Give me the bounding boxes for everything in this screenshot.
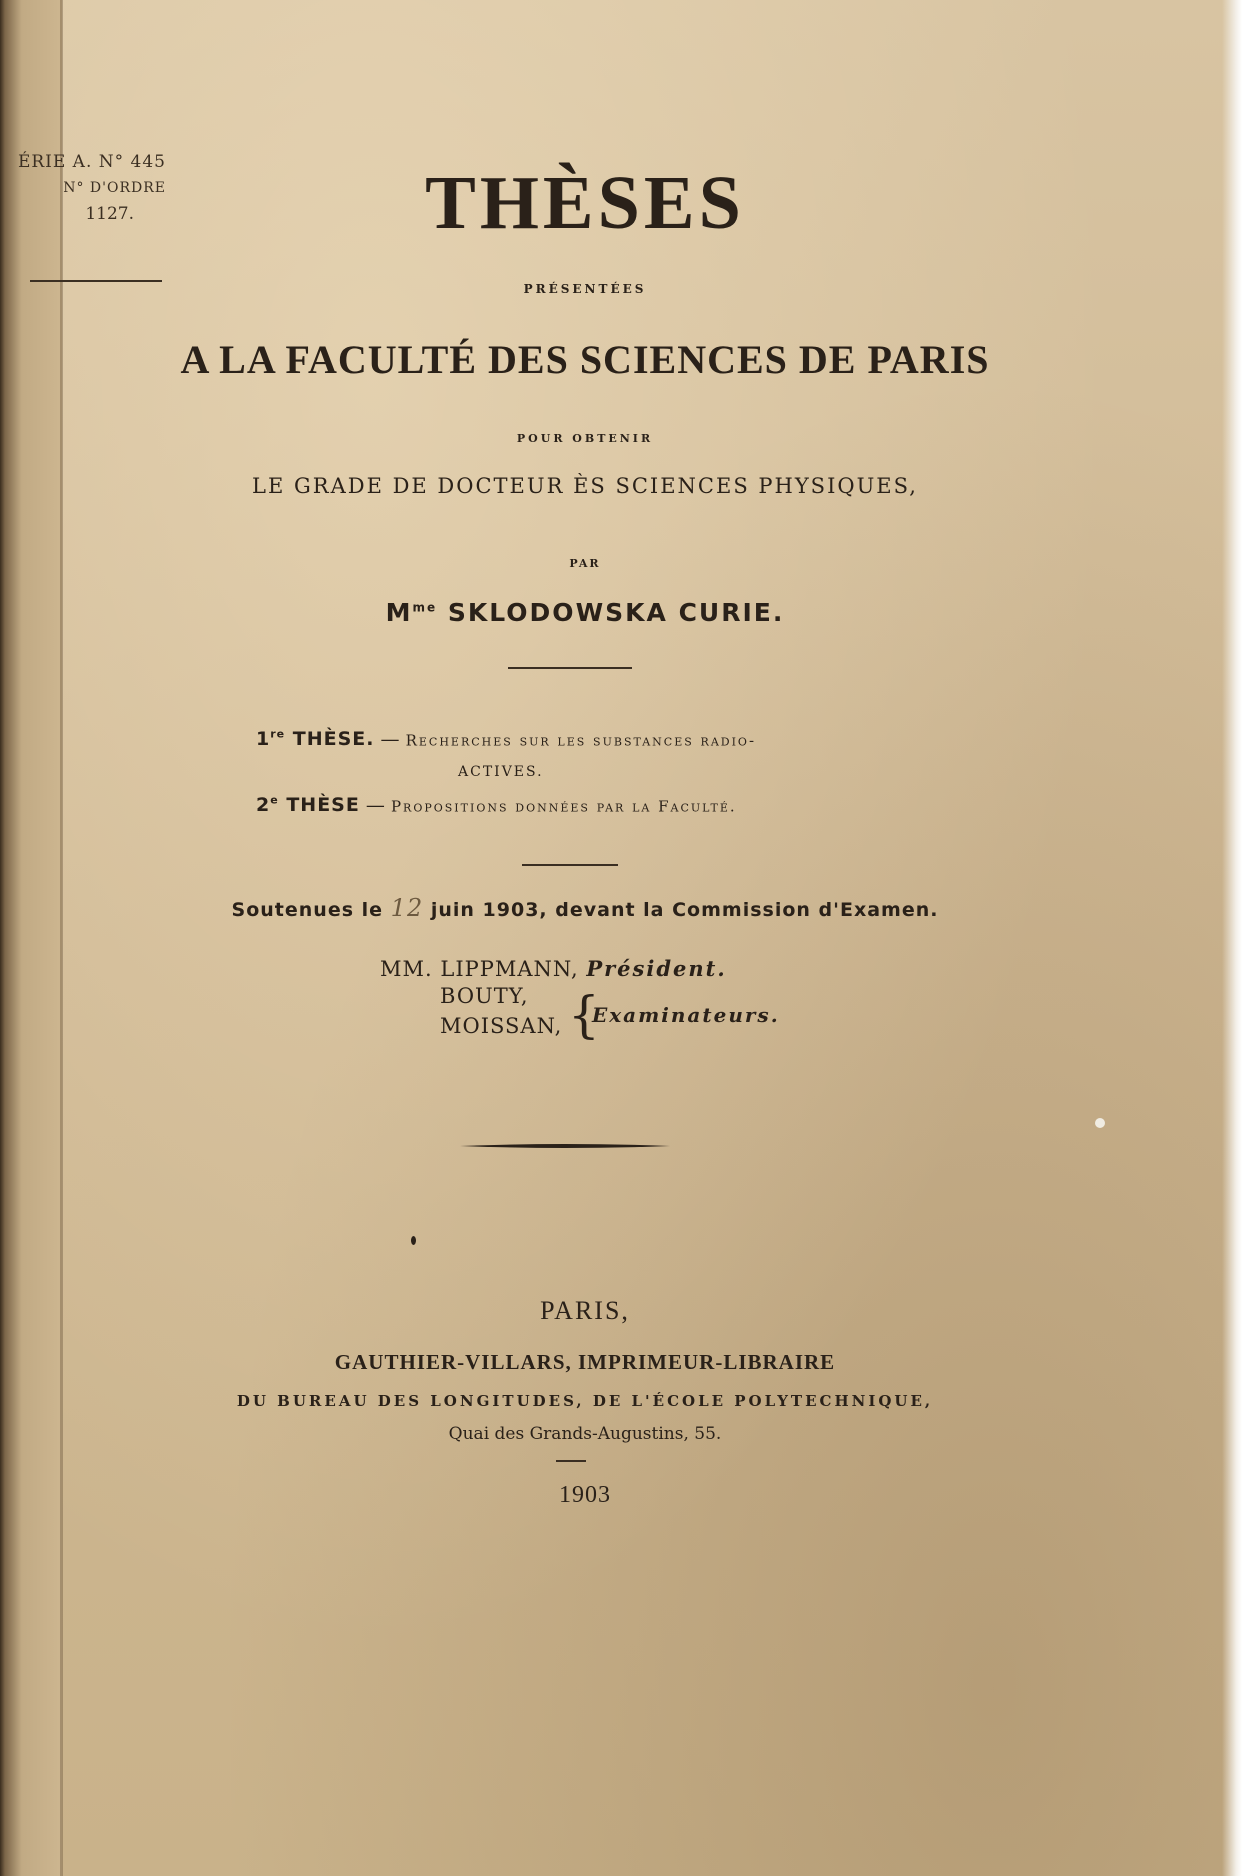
president-name: LIPPMANN, <box>440 957 579 981</box>
by-label: PAR <box>569 557 601 570</box>
president-role: Président. <box>586 956 727 981</box>
examiner-bouty: BOUTY, <box>440 984 529 1008</box>
cover-title: THÈSES <box>425 161 745 245</box>
thesis-2-number-sup: e <box>270 794 279 807</box>
committee-president <box>380 956 727 981</box>
ink-speck <box>411 1236 416 1245</box>
series-number: ÉRIE A. N° 445 <box>17 152 166 172</box>
committee-prefix: MM. <box>380 957 433 981</box>
imprint-year: 1903 <box>559 1482 611 1508</box>
thesis-2-dash: — <box>365 794 385 817</box>
thesis-2-number: 2 <box>256 794 271 817</box>
imprint-city: PARIS, <box>540 1296 630 1325</box>
thesis-1-dash: — <box>380 728 400 751</box>
thesis-1 <box>256 728 756 750</box>
defense-date-line <box>0 894 1170 922</box>
thesis-2-label: THÈSE <box>286 794 360 817</box>
divider-rule <box>508 667 632 669</box>
author-surname: SKLODOWSKA CURIE. <box>447 598 785 627</box>
author-prefix-sup: me <box>412 600 438 615</box>
brace-symbol: { <box>568 986 600 1044</box>
thesis-1-label: THÈSE. <box>292 728 375 751</box>
faculty-name: A LA FACULTÉ DES SCIENCES DE PARIS <box>180 337 990 382</box>
thesis-2 <box>256 794 737 816</box>
examiner-role: Examinateurs. <box>592 1003 780 1027</box>
defense-before: Soutenues le <box>231 899 384 921</box>
imprint-bureau: DU BUREAU DES LONGITUDES, DE L'ÉCOLE POLYTECHNIQUE, <box>236 1392 934 1410</box>
ornamental-rule <box>460 1142 670 1150</box>
thesis-2-description: Propositions données par la Faculté. <box>390 797 737 816</box>
handwritten-day: 12 <box>390 894 424 922</box>
imprint-address: Quai des Grands-Augustins, 55. <box>448 1424 722 1444</box>
presented-label: PRÉSENTÉES <box>523 282 647 296</box>
degree-line: LE GRADE DE DOCTEUR ÈS SCIENCES PHYSIQUES, <box>252 474 918 498</box>
short-rule <box>556 1460 586 1462</box>
order-label: N° D'ORDRE <box>63 180 166 196</box>
author-name <box>0 598 1170 627</box>
examiner-moissan: MOISSAN, <box>440 1014 563 1038</box>
thesis-1-description: Recherches sur les substances radio- <box>405 731 757 750</box>
divider-rule <box>522 864 618 866</box>
order-number: 1127. <box>85 204 134 224</box>
author-prefix: M <box>385 598 413 627</box>
thesis-1-number: 1 <box>256 728 271 751</box>
thesis-1-number-sup: re <box>270 728 286 741</box>
defense-after: juin 1903, devant la Commission d'Examen. <box>430 899 939 921</box>
thesis-1-continuation: ACTIVES. <box>458 764 544 780</box>
to-obtain-label: POUR OBTENIR <box>516 432 654 445</box>
page-edge <box>1222 0 1242 1876</box>
paper-speck <box>1095 1118 1105 1128</box>
imprint-publisher: GAUTHIER-VILLARS, IMPRIMEUR-LIBRAIRE <box>334 1350 836 1374</box>
